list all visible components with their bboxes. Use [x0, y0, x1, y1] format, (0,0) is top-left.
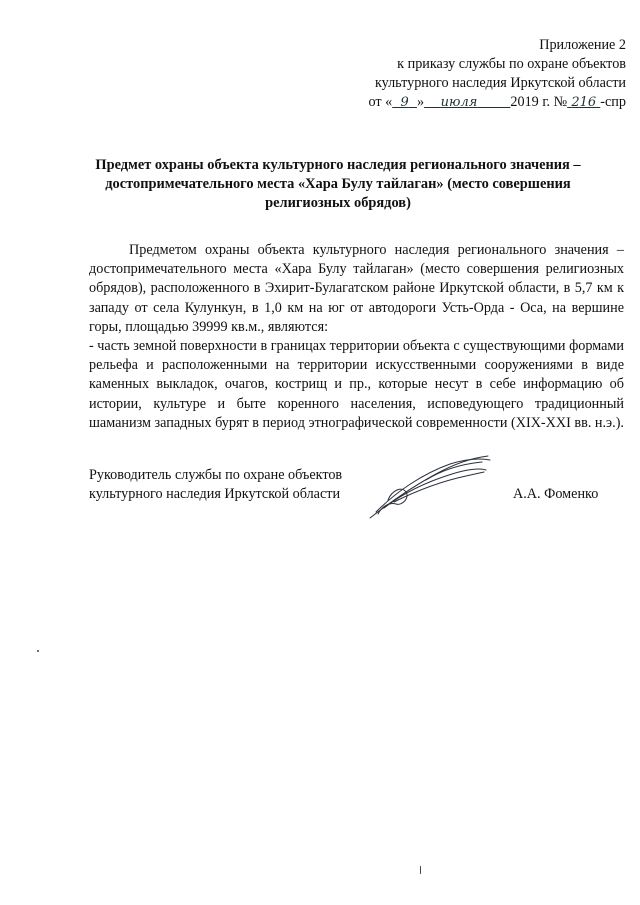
- order-date-line: [368, 93, 626, 112]
- order-suffix: -спр: [600, 94, 626, 110]
- handwritten-signature: [366, 452, 496, 522]
- body-paragraph-list-item: - часть земной поверхности в границах территории объекта с существующими формами рельефа и расположенными на территории искусственными сооружениями в виде каменных выкладок, очагов, кострищ и пр., которые несут в себе информацию об истории, культуре и быте коренного населения, исповедующего традиционный шаманизм западных бурят в период этнографической современности (XIX-XXI вв. н.э.).: [89, 338, 624, 431]
- signatory-position-line-1: Руководитель службы по охране объектов: [89, 467, 343, 483]
- appendix-header: [368, 36, 626, 112]
- title-line-1: Предмет охраны объекта культурного наследия регионального значения –: [95, 157, 581, 173]
- order-reference: к приказу службы по охране объектов: [397, 56, 626, 72]
- appendix-label: Приложение 2: [539, 37, 626, 53]
- document-title: [88, 156, 588, 213]
- signatory-name: А.А. Фоменко: [513, 486, 599, 502]
- document-body: [89, 241, 624, 433]
- date-prefix: от «: [368, 94, 393, 110]
- handwritten-day: 9: [400, 95, 409, 110]
- body-paragraph-intro: Предметом охраны объекта культурного наследия регионального значения – достопримечательного места «Хара Булу тайлаган» (место совершения религиозных обрядов), расположенного в Эхирит-Булагатском районе Иркутской области, в 5,7 км к западу от села Кулункун, в 1,0 км на юг от автодороги Усть-Орда - Оса, на вершине горы, площадью 39999 кв.м., являются:: [89, 242, 624, 335]
- scan-speck: [420, 866, 421, 874]
- scan-speck: [37, 650, 39, 652]
- signatory-position: [89, 466, 342, 504]
- title-line-3: религиозных обрядов): [265, 195, 411, 211]
- signatory-position-line-2: культурного наследия Иркутской области: [89, 486, 341, 502]
- issuing-authority: культурного наследия Иркутской области: [374, 75, 626, 91]
- handwritten-order-number: 216: [571, 95, 597, 110]
- date-year: 2019 г. №: [510, 94, 568, 110]
- title-line-2: достопримечательного места «Хара Булу тайлаган» (место совершения: [105, 176, 571, 192]
- handwritten-month: июля: [440, 95, 478, 110]
- date-mid: »: [417, 94, 425, 110]
